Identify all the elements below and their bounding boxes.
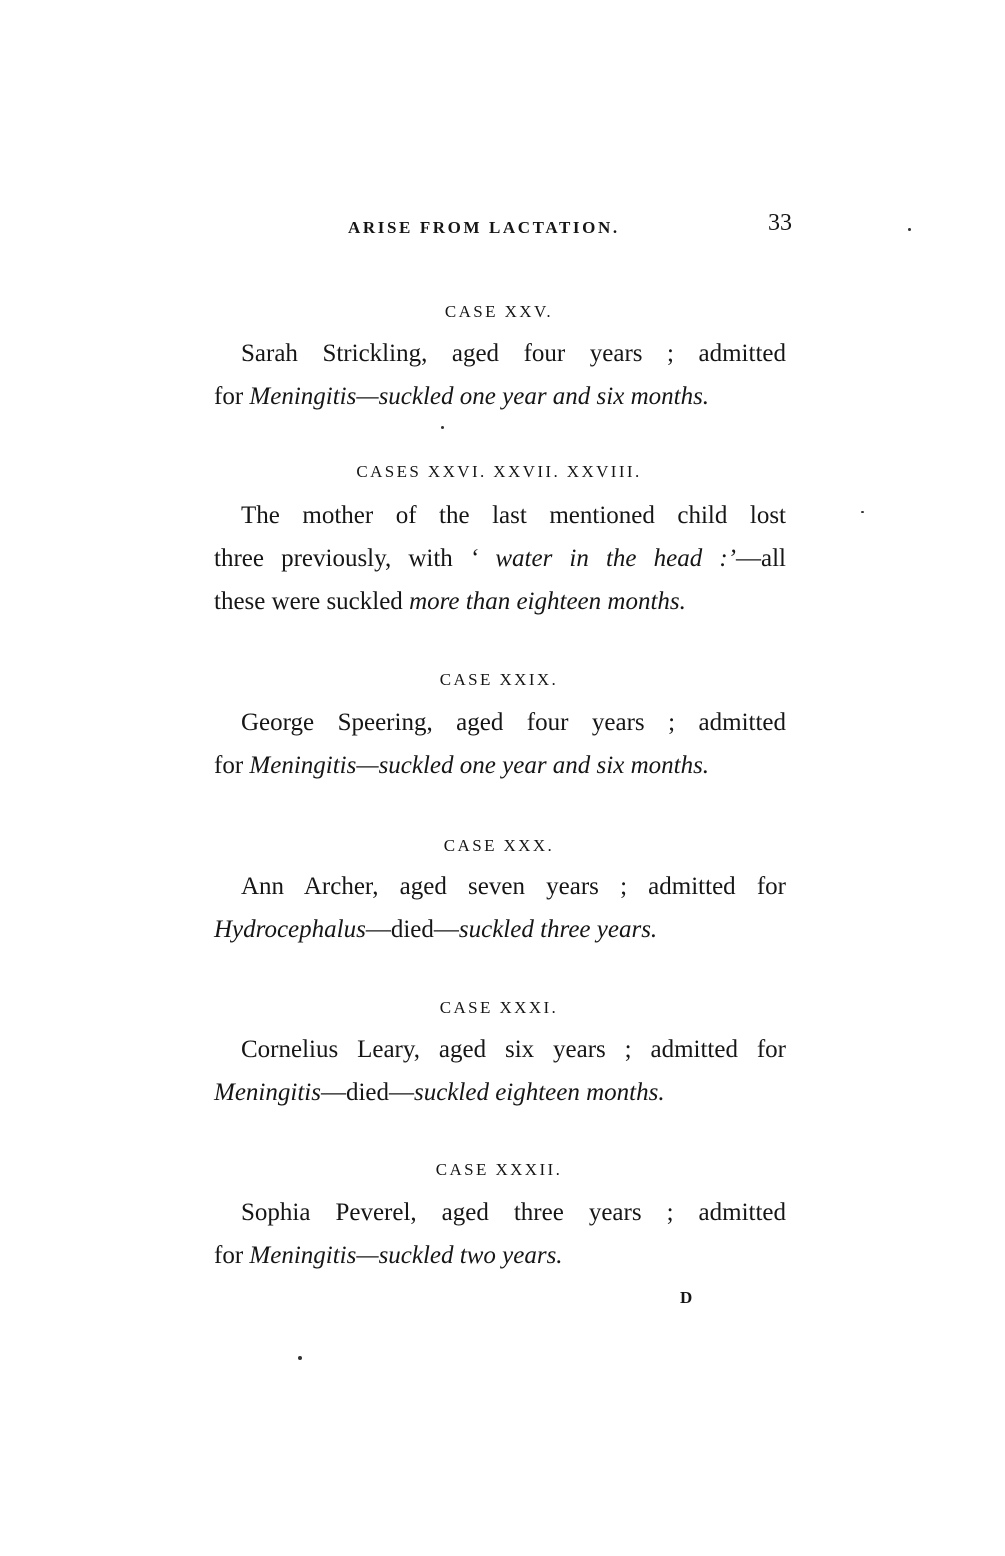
case-line — [214, 744, 786, 787]
line-text: for — [214, 383, 250, 410]
line-italic: Hydrocephalus — [214, 916, 366, 943]
case-heading: CASE XXXI. — [439, 998, 559, 1017]
case-entry — [214, 865, 786, 951]
case-line — [214, 580, 786, 623]
case-entry — [214, 1191, 786, 1277]
line-italic: suckled eighteen months. — [413, 1079, 665, 1106]
scan-speck — [861, 511, 864, 513]
line-text: for — [214, 1242, 250, 1269]
case-line — [214, 1071, 786, 1114]
case-entry — [214, 494, 786, 623]
line-italic: Meningitis—suckled one year and six months. — [249, 752, 710, 779]
case-entry — [214, 332, 786, 418]
line-italic: Meningitis—suckled one year and six months. — [249, 383, 710, 410]
case-line — [214, 537, 786, 580]
running-title: ARISE FROM LACTATION. — [348, 218, 620, 237]
case-heading: CASE XXV. — [444, 302, 554, 321]
case-line: Cornelius Leary, aged six years ; admitted for — [241, 1036, 786, 1063]
case-heading: CASE XXX. — [443, 836, 555, 855]
case-heading: CASE XXXII. — [435, 1160, 563, 1179]
line-text: —died— — [320, 1079, 414, 1106]
case-line: Ann Archer, aged seven years ; admitted for — [241, 873, 786, 900]
scan-speck — [298, 1356, 302, 1360]
line-text: three previously, with — [214, 545, 470, 572]
case-heading: CASE XXIX. — [439, 670, 559, 689]
line-italic: Meningitis—suckled two years. — [249, 1242, 563, 1269]
line-italic: more than eighteen months. — [409, 588, 686, 615]
case-heading: CASES XXVI. XXVII. XXVIII. — [356, 462, 642, 481]
scan-speck — [441, 426, 444, 429]
signature-mark: D — [680, 1288, 693, 1307]
line-text: these were suckled — [214, 588, 410, 615]
line-text: —all — [736, 545, 786, 572]
case-entry — [214, 701, 786, 787]
case-line — [214, 908, 786, 951]
case-entry — [214, 1028, 786, 1114]
case-line: The mother of the last mentioned child lost — [241, 502, 786, 529]
line-text: for — [214, 752, 250, 779]
line-text: —died— — [365, 916, 459, 943]
case-line: George Speering, aged four years ; admitted — [241, 709, 786, 736]
case-line — [214, 1234, 786, 1277]
line-italic: Meningitis — [214, 1079, 321, 1106]
scan-speck — [908, 228, 911, 231]
running-head — [214, 210, 794, 246]
case-line: Sarah Strickling, aged four years ; admitted — [241, 340, 786, 367]
case-line — [214, 375, 786, 418]
page-number: 33 — [768, 210, 792, 236]
case-line: Sophia Peverel, aged three years ; admitted — [241, 1199, 786, 1226]
line-italic: ‘ water in the head :’ — [469, 545, 736, 572]
line-italic: suckled three years. — [458, 916, 658, 943]
